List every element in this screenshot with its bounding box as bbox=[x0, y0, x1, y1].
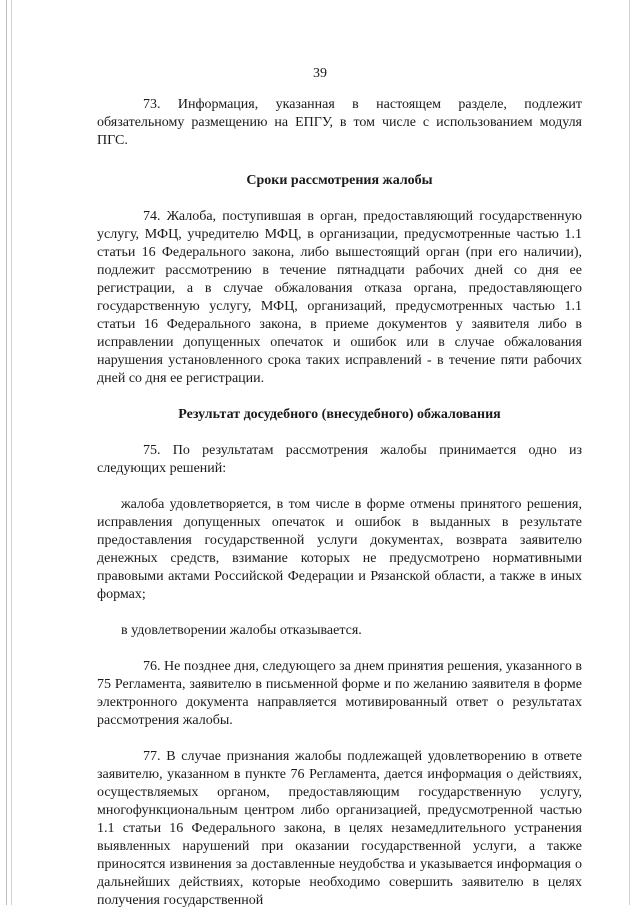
scan-edge-right bbox=[629, 0, 630, 905]
section-heading-complaint-terms: Сроки рассмотрения жалобы bbox=[246, 173, 433, 188]
paragraph-75: 75. По результатам рассмотрения жалобы принимается одно из следующих решений: bbox=[97, 443, 582, 476]
paragraph-74: 74. Жалоба, поступившая в орган, предоставляющий государственную услугу, МФЦ, учредителю МФЦ, в организации, предусмотренные частью 1.1 статьи 16 Федерального закона, либо вышестоящий орган (при его наличии), подлежит рассмотрению в течение пятнадцати рабочих дней со дня ее регистрации, а в случае обжалования отказа органа, предоставляющего государственную услугу, МФЦ, организаций, предусмотренных частью 1.1 статьи 16 Федерального закона, в приеме документов у заявителя либо в исправлении допущенных опечаток и ошибок или в случае обжалования нарушения установленного срока таких исправлений - в течение пяти рабочих дней со дня ее регистрации. bbox=[97, 209, 582, 386]
scan-edge-left-inner bbox=[11, 0, 12, 905]
paragraph-75-decision-1: жалоба удовлетворяется, в том числе в форме отмены принятого решения, исправления допущенных опечаток и ошибок в выданных в результате предоставления государственной услуги документах, возврата заявителю денежных средств, взимание которых не предусмотрено нормативными правовыми актами Российской Федерации и Рязанской области, а также в иных формах; bbox=[97, 497, 582, 602]
paragraph-77: 77. В случае признания жалобы подлежащей удовлетворению в ответе заявителю, указанном в пункте 76 Регламента, дается информация о действиях, осуществляемых органом, предоставляющим государственную услугу, многофункциональным центром либо организацией, предусмотренной частью 1.1 статьи 16 Федерального закона, в целях незамедлительного устранения выявленных нарушений при оказании государственной услуги, а также приносятся извинения за доставленные неудобства и указывается информация о дальнейших действиях, которые необходимо совершить заявителю в целях получения государственной bbox=[97, 749, 582, 908]
paragraph-76: 76. Не позднее дня, следующего за днем принятия решения, указанного в 75 Регламента, заявителю в письменной форме и по желанию заявителя в форме электронного документа направляется мотивированный ответ о результатах рассмотрения жалобы. bbox=[97, 659, 582, 728]
document-body bbox=[97, 96, 582, 910]
paragraph-73: 73. Информация, указанная в настоящем разделе, подлежит обязательному размещению на ЕПГУ, в том числе с использованием модуля ПГС. bbox=[97, 97, 582, 148]
section-heading-appeal-result: Результат досудебного (внесудебного) обжалования bbox=[178, 407, 501, 422]
scan-edge-left bbox=[6, 0, 7, 905]
page-number: 39 bbox=[313, 66, 327, 81]
paragraph-75-decision-2: в удовлетворении жалобы отказывается. bbox=[121, 623, 362, 638]
